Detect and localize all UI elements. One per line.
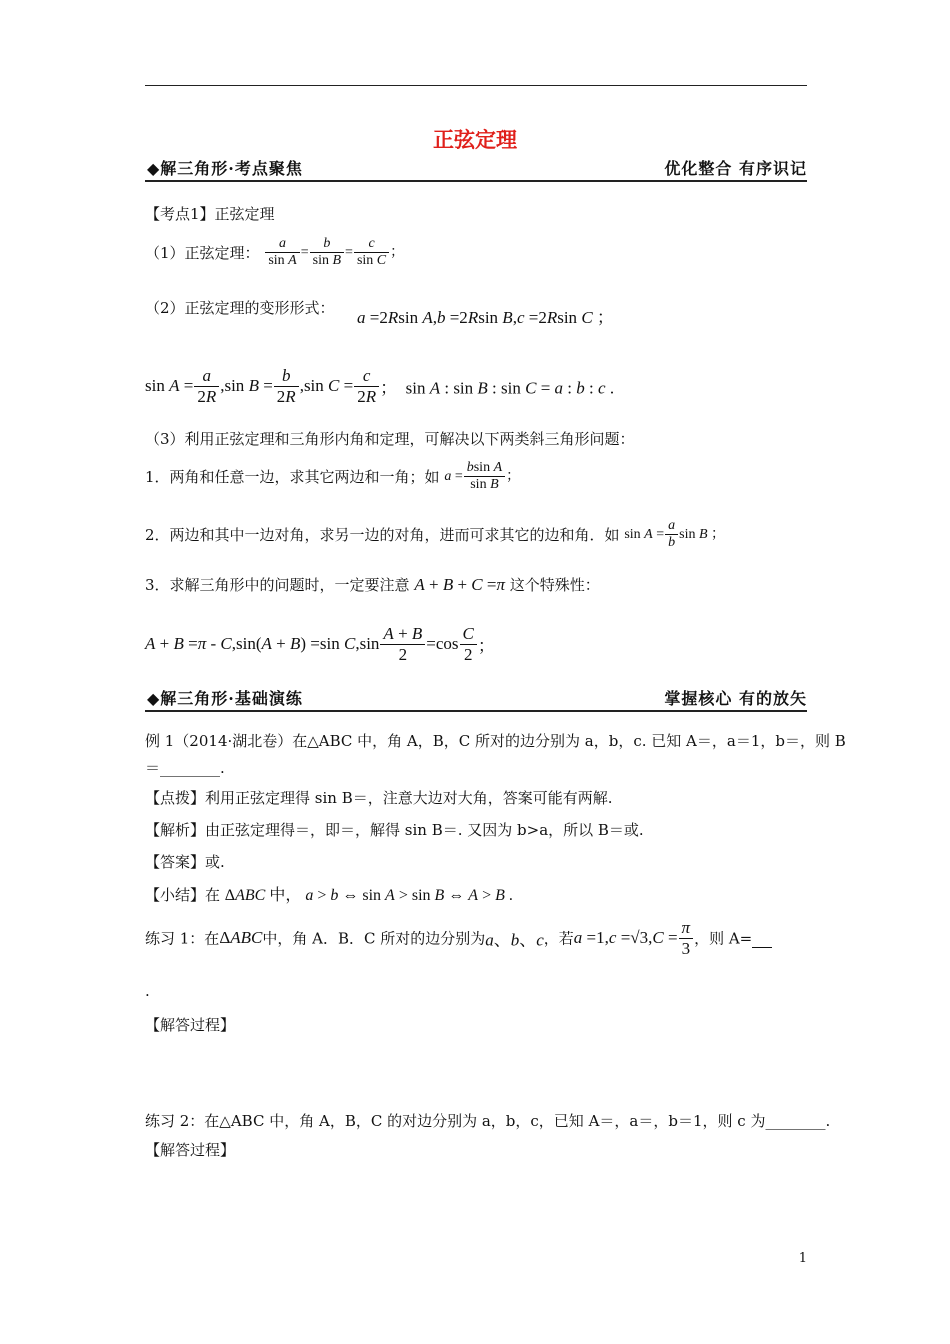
example-1-line-2: ＝________. <box>145 759 225 777</box>
section-header-right: 掌握核心 有的放矢 <box>664 689 807 708</box>
item-2-label: （2）正弦定理的变形形式： <box>145 299 335 317</box>
case-1-text: 1．两角和任意一边，求其它两边和一角；如 <box>145 468 440 487</box>
section-header-right: 优化整合 有序识记 <box>664 159 807 178</box>
case-2 <box>145 518 725 551</box>
example-1-line-1: 例 1（2014·湖北卷）在△ABC 中，角 A，B，C 所对的边分别为 a，b，c. 已知 A＝，a＝1，b＝，则 B <box>145 732 846 750</box>
summary-label: 【小结】在 <box>145 886 221 904</box>
exercise-1: 练习 1：在ΔABC中，角 A．B．C 所对的边分别为a、b、c，若a =1,c =√3,C = $\frac{\pi}{3}$ ，则 A= <box>145 918 772 958</box>
item-1-label: （1）正弦定理： <box>145 244 260 263</box>
exercise-1-dot: . <box>145 982 150 1000</box>
solution-label-2: 【解答过程】 <box>145 1141 236 1159</box>
formula-variant-2: sin A = $\frac{a}{2R}$ ,sin B = $\frac{b}{2R}$ ,sin C = $\frac{c}{2R}$ ； sin A : sin B : sin C = a : b : c . <box>145 366 615 406</box>
hint: 【点拨】利用正弦定理得 sin B＝，注意大边对大角，答案可能有两解. <box>145 789 613 807</box>
analysis: 【解析】由正弦定理得＝，即＝，解得 sin B＝. 又因为 b>a，所以 B＝或. <box>145 821 644 839</box>
formula-angle-sum: A + B + C =π <box>414 575 506 594</box>
exercise-1-d: ，则 A= <box>694 929 753 948</box>
case-3 <box>145 574 600 595</box>
formula-law-of-sines: $\frac{a}{\text{sin A}}$ = $\frac{b}{\text{sin B}}$ = $\frac{c}{\text{sin C}}$ ； <box>264 245 404 260</box>
formula-variant-1: a =2Rsin A,b =2Rsin B,c =2Rsin C ； <box>357 308 614 327</box>
item-3: （3）利用正弦定理和三角形内角和定理，可解决以下两类斜三角形问题： <box>145 430 635 448</box>
case-2-text: 2．两边和其中一边对角，求另一边的对角，进而可求其它的边和角．如 <box>145 526 620 545</box>
formula-case-3: A + B =π - C,sin(A + B) =sin C,sin $\frac{A + B}{2}$ =cos $\frac{C}{2}$ ； <box>145 624 495 664</box>
page-number: 1 <box>798 1251 807 1266</box>
summary <box>145 882 513 905</box>
item-1 <box>145 236 404 269</box>
exercise-1-a: 练习 1：在 <box>145 929 220 948</box>
case-3-text-b: 这个特殊性： <box>509 576 600 594</box>
exercise-1-blank[interactable] <box>752 929 772 948</box>
section-header-left: ◆解三角形·基础演练 <box>147 689 303 708</box>
answer: 【答案】或. <box>145 853 225 871</box>
exercise-2: 练习 2：在△ABC 中，角 A，B，C 的对边分别为 a，b，c，已知 A＝，a＝，b＝1，则 c 为________. <box>145 1112 831 1130</box>
header-rule <box>145 85 807 86</box>
section-header-basics <box>145 684 807 712</box>
case-3-text-a: 3．求解三角形中的问题时，一定要注意 <box>145 576 410 594</box>
formula-case-1: a = $\frac{\text{bsin A}}{\text{sin B}}$ ； <box>444 460 521 493</box>
section-header-left: ◆解三角形·考点聚焦 <box>147 159 303 178</box>
kaodian-label: 【考点1】正弦定理 <box>145 205 275 223</box>
case-1 <box>145 460 520 493</box>
formula-summary: ΔABC 中， a > b ⇔ sin A > sin B ⇔ A > B . <box>224 887 513 904</box>
solution-label-1: 【解答过程】 <box>145 1016 236 1034</box>
page-title: 正弦定理 <box>433 127 517 152</box>
section-header-focus <box>145 154 807 182</box>
exercise-1-b: 中，角 A．B．C 所对的边分别为 <box>262 929 486 948</box>
exercise-1-c: ，若 <box>543 929 574 948</box>
formula-case-2: sin A = $\frac{a}{b}$ sin B ； <box>624 518 726 551</box>
